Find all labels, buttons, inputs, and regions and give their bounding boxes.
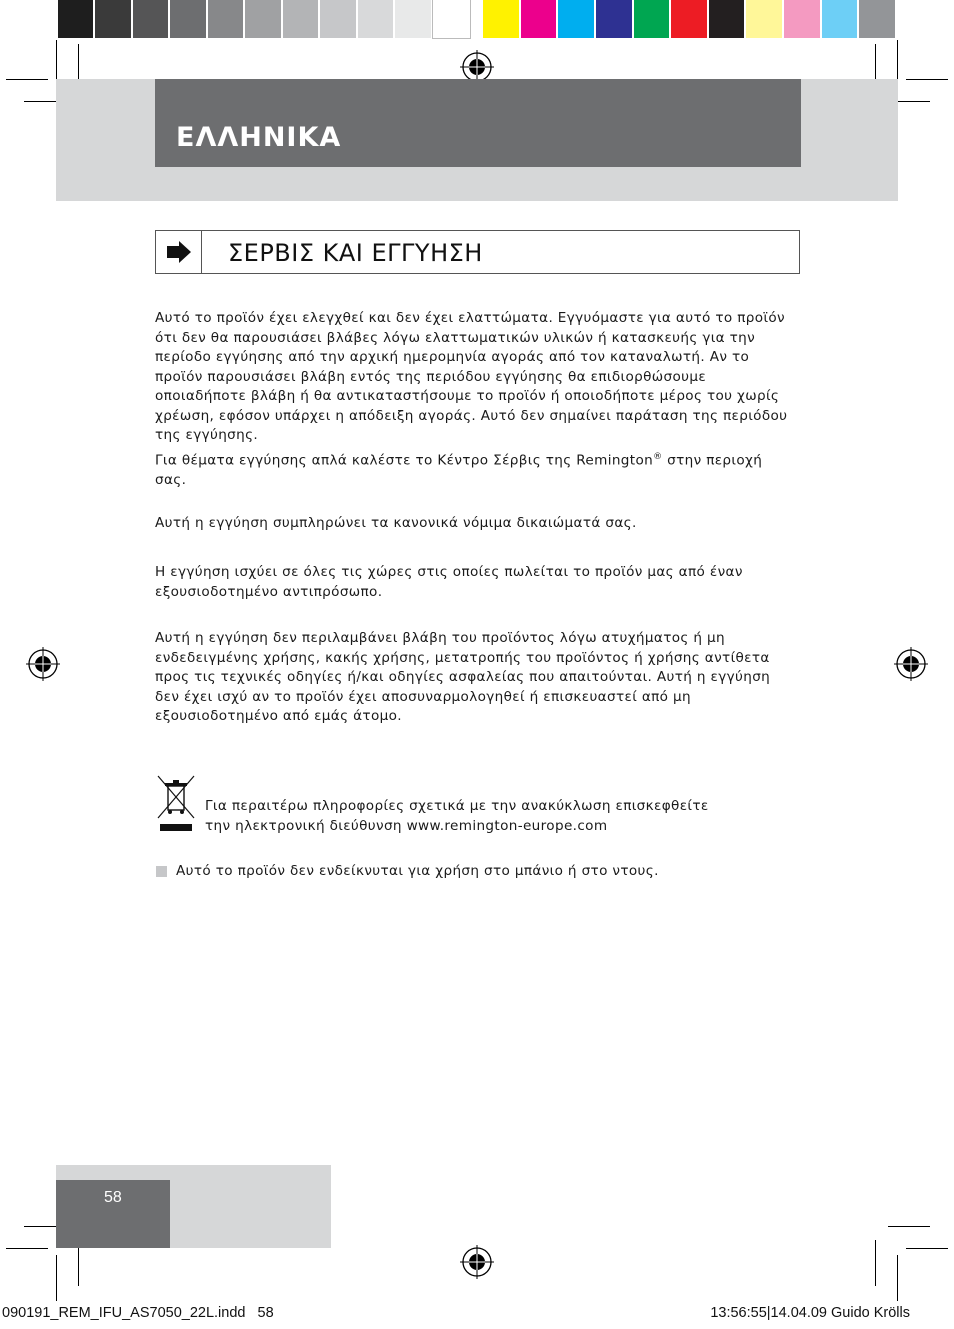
countries-text: Η εγγύηση ισχύει σε όλες τις χώρες στις οποίες πωλείται το προϊόν μας από έναν εξουσιοδοτημένο αντιπρόσωπο.	[155, 564, 743, 600]
color-swatch	[558, 0, 596, 38]
gray-calibration-bar	[58, 0, 470, 38]
color-swatch	[746, 0, 784, 38]
slug-timestamp: 13:56:55|14.04.09 Guido Krölls	[710, 1305, 910, 1321]
recycling-line-1: Για περαιτέρω πληροφορίες σχετικά με την ανακύκλωση επισκεφθείτε	[205, 798, 709, 814]
rights-paragraph	[155, 514, 800, 534]
language-title: ΕΛΛΗΝΙΚΑ	[176, 122, 342, 153]
warranty-paragraph	[155, 309, 800, 446]
registration-mark-icon	[460, 1245, 494, 1279]
crop-mark	[6, 1248, 48, 1249]
crop-mark	[6, 79, 48, 80]
section-arrow-cell	[156, 231, 202, 273]
color-swatch	[58, 0, 95, 38]
crop-mark	[897, 1255, 898, 1301]
crop-mark	[875, 1240, 876, 1286]
registered-mark: ®	[653, 452, 663, 462]
color-swatch	[634, 0, 672, 38]
exclusions-paragraph	[155, 629, 780, 727]
crop-mark	[906, 1248, 948, 1249]
bullet-square-icon	[156, 866, 167, 877]
color-swatch	[358, 0, 395, 38]
service-paragraph	[155, 448, 795, 491]
color-swatch	[95, 0, 132, 38]
color-calibration-bar	[483, 0, 897, 38]
color-swatch	[596, 0, 634, 38]
bathroom-warning	[176, 862, 796, 882]
color-swatch	[483, 0, 521, 38]
recycling-note	[205, 797, 805, 836]
color-swatch	[822, 0, 860, 38]
color-swatch	[208, 0, 245, 38]
rights-text: Αυτή η εγγύηση συμπληρώνει τα κανονικά νόμιμα δικαιώματά σας.	[155, 515, 637, 531]
color-swatch	[433, 0, 470, 38]
bathroom-warning-text: Αυτό το προϊόν δεν ενδείκνυται για χρήση στο μπάνιο ή στο ντους.	[176, 863, 659, 879]
color-swatch	[709, 0, 747, 38]
countries-paragraph	[155, 563, 800, 602]
color-swatch	[784, 0, 822, 38]
crop-mark	[888, 1226, 930, 1227]
crop-mark	[56, 1255, 57, 1301]
color-swatch	[133, 0, 170, 38]
recycling-line-2: την ηλεκτρονική διεύθυνση www.remington-europe.com	[205, 817, 608, 834]
color-swatch	[245, 0, 282, 38]
color-swatch	[395, 0, 432, 38]
service-text: Για θέματα εγγύησης απλά καλέστε το Κέντρο Σέρβις της Remington® στην περιοχή σας.	[155, 452, 763, 489]
color-swatch	[283, 0, 320, 38]
color-swatch	[320, 0, 357, 38]
exclusions-text: Αυτή η εγγύηση δεν περιλαμβάνει βλάβη του προϊόντος λόγω ατυχήματος ή μη ενδεδειγμένης χρήσης, κακής χρήσης, μετατροπής του προϊόντος ή χρήσης αντίθετα προς τις τεχνικές οδηγίες ή/και οδηγίες ασφαλείας που απαιτούνται. Αυτή η εγγύηση δεν έχει ισχύ αν το προϊόν έχει αποσυναρμολογηθεί ή επισκευαστεί από μη εξουσιοδοτημένο από εμάς άτομο.	[155, 630, 771, 724]
color-swatch	[859, 0, 897, 38]
arrow-right-icon	[165, 240, 193, 264]
color-swatch	[521, 0, 559, 38]
page-number: 58	[104, 1189, 122, 1206]
registration-mark-icon	[894, 647, 928, 681]
crop-mark	[906, 79, 948, 80]
color-swatch	[170, 0, 207, 38]
registration-mark-icon	[26, 647, 60, 681]
color-swatch	[671, 0, 709, 38]
slug-file-info: 090191_REM_IFU_AS7050_22L.indd 58	[2, 1305, 274, 1321]
section-title: ΣΕΡΒΙΣ ΚΑΙ ΕΓΓΥΗΣΗ	[228, 239, 483, 267]
weee-bin-icon	[156, 774, 196, 834]
section-heading	[155, 230, 800, 274]
warranty-text: Αυτό το προϊόν έχει ελεγχθεί και δεν έχει ελαττώματα. Εγγυόμαστε για αυτό το προϊόν ότι δεν θα παρουσιάσει βλάβες λόγω ελαττωματικών υλικών ή κατασκευής για την περίοδο εγγύησης από την αρχική ημερομηνία αγοράς από τον καταναλωτή. Αν το προϊόν παρουσιάσει βλάβη εντός της περιόδου εγγύησης θα επιδιορθώσουμε οποιαδήποτε βλάβη ή θα αντικαταστήσουμε το προϊόν ή οποιοδήποτε μέρος του χωρίς χρέωση, εφόσον υπάρχει η απόδειξη αγοράς. Αυτό δεν σημαίνει παράταση της περιόδου της εγγύησης.	[155, 310, 788, 443]
